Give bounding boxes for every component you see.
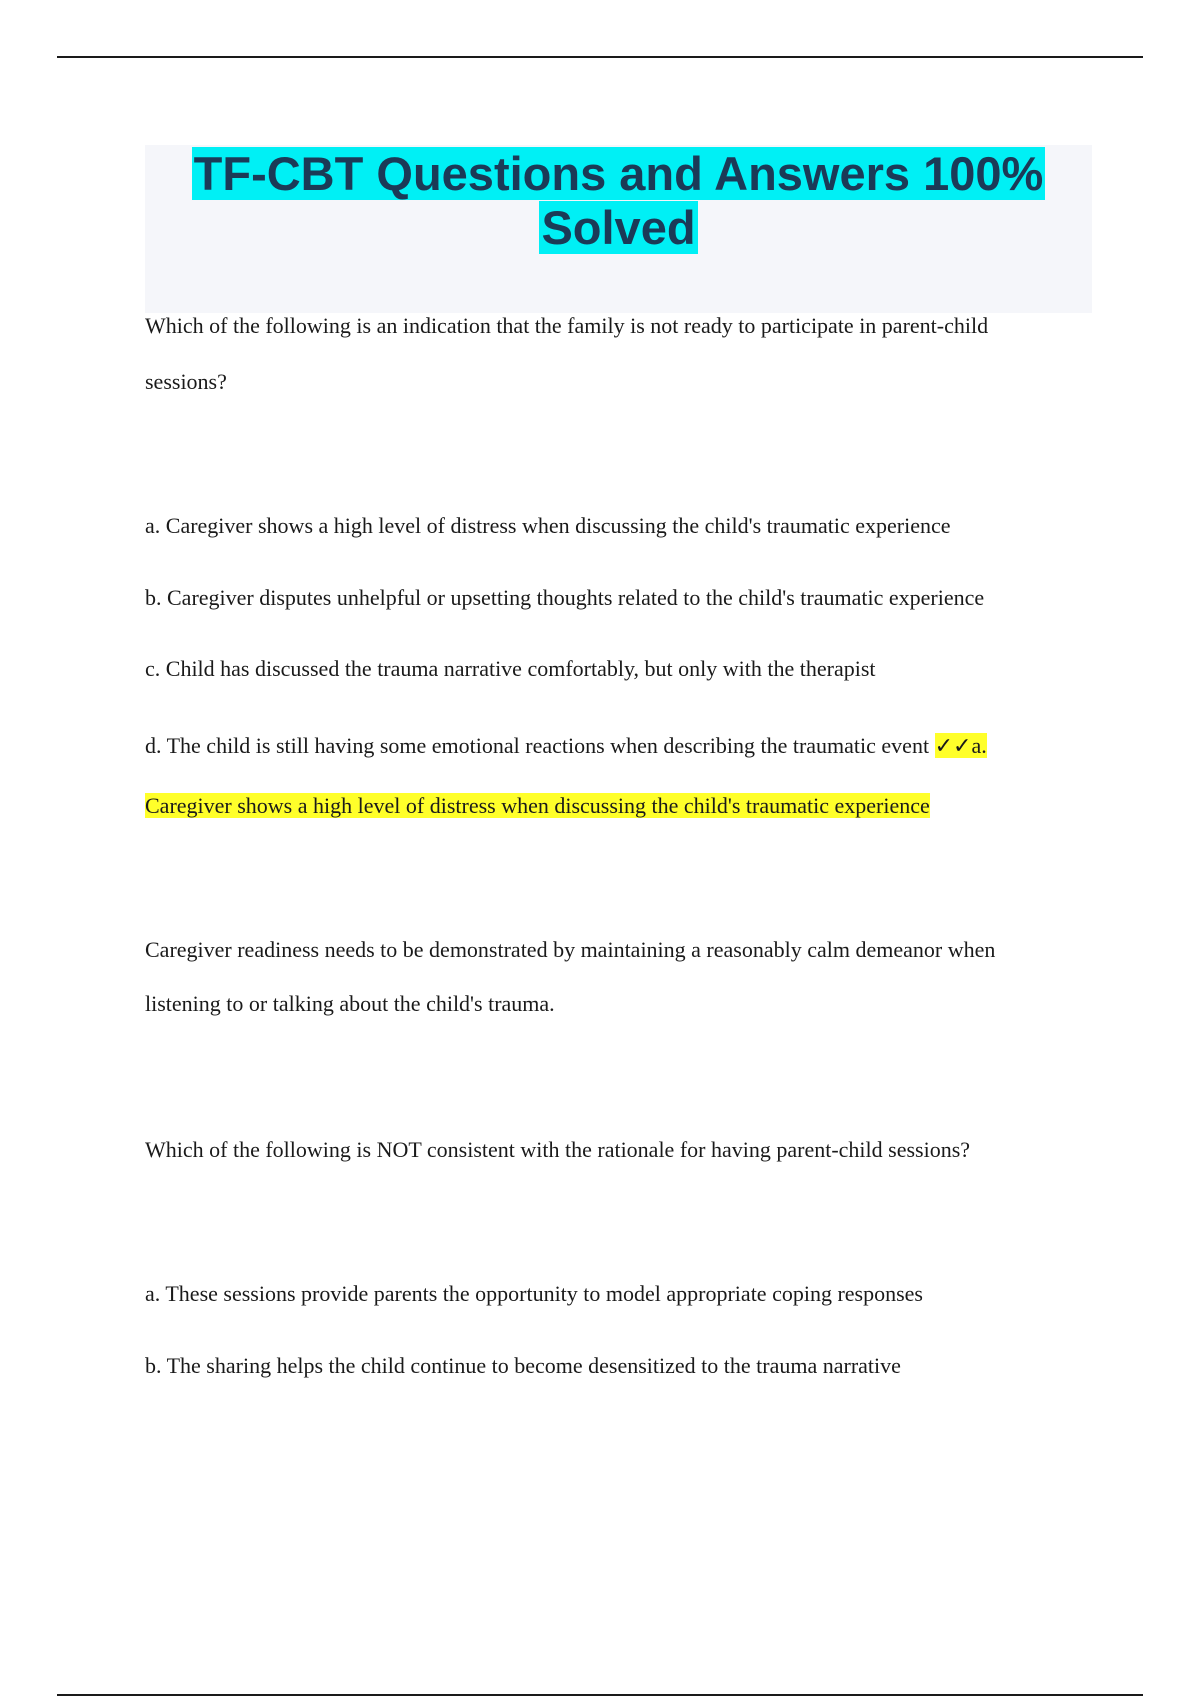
- question-1-option-b: b. Caregiver disputes unhelpful or upsetting thoughts related to the child's traumatic experience: [145, 585, 985, 610]
- answer-text: Caregiver shows a high level of distress when discussing the child's traumatic experience: [145, 793, 930, 818]
- question-1-option-a: a. Caregiver shows a high level of distress when discussing the child's traumatic experience: [145, 513, 951, 538]
- question-1-option-c: c. Child has discussed the trauma narrative comfortably, but only with the therapist: [145, 656, 876, 681]
- question-1-answer: [145, 793, 930, 819]
- question-2-option-b: b. The sharing helps the child continue to become desensitized to the trauma narrative: [145, 1353, 901, 1378]
- page-title: [145, 147, 1092, 255]
- title-line-1: TF-CBT Questions and Answers 100%: [193, 147, 1044, 200]
- rationale-line-2: listening to or talking about the child's trauma.: [145, 991, 555, 1016]
- title-line-2: Solved: [541, 201, 696, 254]
- question-1-line-2: sessions?: [145, 369, 227, 394]
- question-1-line-1: Which of the following is an indication that the family is not ready to participate in parent-child: [145, 313, 989, 338]
- answer-marker: [935, 733, 987, 758]
- question-2: Which of the following is NOT consistent with the rationale for having parent-child sessions?: [145, 1137, 971, 1162]
- question-1-option-d: [145, 733, 987, 760]
- bottom-rule: [57, 1694, 1143, 1696]
- rationale-line-1: Caregiver readiness needs to be demonstrated by maintaining a reasonably calm demeanor when: [145, 937, 996, 962]
- top-rule: [57, 56, 1143, 58]
- question-1-option-d-text: d. The child is still having some emotional reactions when describing the traumatic event: [145, 733, 930, 758]
- answer-label: a.: [971, 733, 987, 758]
- double-check-icon: ✓✓: [934, 734, 972, 759]
- question-2-option-a: a. These sessions provide parents the opportunity to model appropriate coping responses: [145, 1281, 923, 1306]
